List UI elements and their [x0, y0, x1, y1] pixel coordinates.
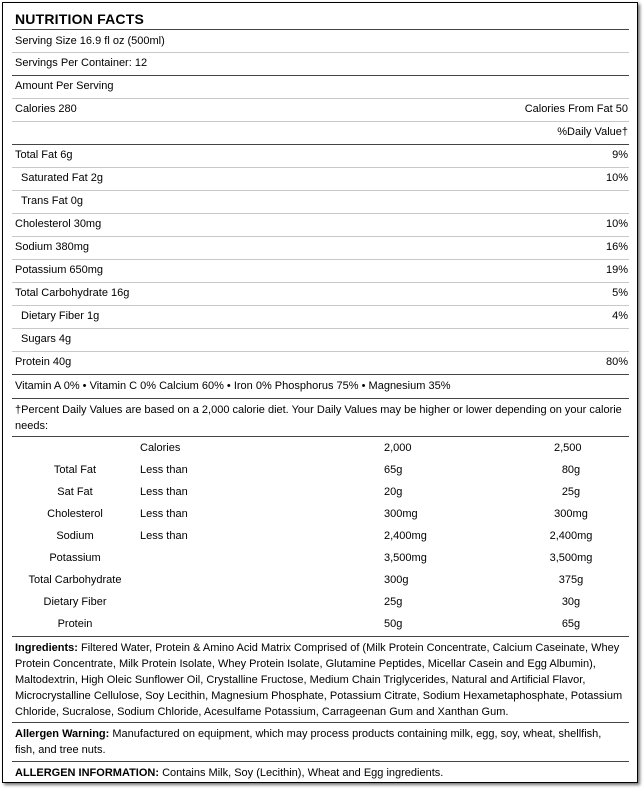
divider — [12, 144, 629, 145]
ingredients — [15, 640, 623, 720]
ingredients-text: Filtered Water, Protein & Amino Acid Matrix Comprised of (Milk Protein Concentrate, Calcium Caseinate, Whey Protein Concentrate, Milk Protein Isolate, Whey Protein Isolate, Glutamine Peptides, Micellar Casein and Egg Albumin), Maltodextrin, High Oleic Sunflower Oil, Crystalline Fructose, Medium Chain Triglycerides, Natural and Artificial Flavor, Microcrystalline Cellulose, Soy Lecithin, Magnesium Phosphate, Potassium Citrate, Sodium Hexametaphosphate, Potassium Chloride, Sucralose, Sodium Chloride, Acesulfame Potassium, Carrageenan Gum and Xanthan Gum. — [15, 642, 623, 718]
servings-per-container: Servings Per Container: 12 — [15, 57, 148, 69]
nutrition-facts-panel — [2, 2, 638, 783]
dv-potassium: 19% — [605, 264, 628, 276]
divider — [12, 398, 629, 399]
divider — [12, 436, 629, 437]
dv-table-row-2500: 65g — [561, 618, 581, 630]
nutrient-potassium: Potassium 650mg — [15, 264, 104, 276]
dv-table-row-2000: 25g — [384, 596, 403, 608]
dv-table-row-2000: 300mg — [384, 508, 418, 520]
allergen-info-text: Contains Milk, Soy (Lecithin), Wheat and Egg ingredients. — [162, 767, 444, 779]
allergen-warning — [15, 726, 623, 758]
nutrient-saturated-fat: Saturated Fat 2g — [21, 172, 103, 184]
nutrient-protein: Protein 40g — [15, 356, 72, 368]
dv-table-row-label: Dietary Fiber — [43, 596, 107, 608]
divider — [12, 98, 629, 99]
divider — [12, 282, 629, 283]
vitamins-line: Vitamin A 0% • Vitamin C 0% Calcium 60% • Iron 0% Phosphorus 75% • Magnesium 35% — [15, 380, 451, 392]
dv-total-carbohydrate: 5% — [612, 287, 628, 299]
dv-table-row-2000: 65g — [384, 464, 403, 476]
dv-table-row-2000: 3,500mg — [384, 552, 427, 564]
serving-size: Serving Size 16.9 fl oz (500ml) — [15, 35, 165, 47]
dv-table-row-label: Protein — [57, 618, 93, 630]
dv-table-row-2500: 25g — [561, 486, 581, 498]
divider — [12, 29, 629, 30]
amount-per-serving: Amount Per Serving — [15, 80, 114, 92]
dv-table-header-2500: 2,500 — [554, 442, 582, 454]
dv-table-row-label: Sodium — [56, 530, 94, 542]
divider — [12, 75, 629, 76]
dv-table-row-label: Total Fat — [53, 464, 97, 476]
calories-from-fat: Calories From Fat 50 — [524, 103, 628, 115]
dv-table-row-2500: 2,400mg — [549, 530, 593, 542]
divider — [12, 761, 629, 762]
nutrient-sodium: Sodium 380mg — [15, 241, 89, 253]
nutrient-sugars: Sugars 4g — [21, 333, 72, 345]
dv-table-row-2000: 50g — [384, 618, 403, 630]
divider — [12, 52, 629, 53]
dv-table-row-2500: 3,500mg — [549, 552, 593, 564]
dv-table-header-2000: 2,000 — [384, 442, 412, 454]
ingredients-label: Ingredients: — [15, 642, 78, 654]
daily-value-header: %Daily Value† — [557, 126, 628, 138]
allergen-warning-label: Allergen Warning: — [15, 728, 110, 740]
divider — [12, 213, 629, 214]
allergen-information — [15, 765, 623, 781]
divider — [12, 351, 629, 352]
dv-sodium: 16% — [605, 241, 628, 253]
dv-table-row-2000: 20g — [384, 486, 403, 498]
dv-protein: 80% — [605, 356, 628, 368]
divider — [12, 328, 629, 329]
divider — [12, 190, 629, 191]
divider — [12, 374, 629, 375]
dv-table-row-2500: 80g — [561, 464, 581, 476]
dv-table-row-qualifier: Less than — [140, 464, 188, 476]
divider — [12, 305, 629, 306]
calories: Calories 280 — [15, 103, 77, 115]
dv-cholesterol: 10% — [605, 218, 628, 230]
nutrient-total-carbohydrate: Total Carbohydrate 16g — [15, 287, 130, 299]
allergen-info-label: ALLERGEN INFORMATION: — [15, 767, 160, 779]
panel-title: NUTRITION FACTS — [15, 11, 144, 27]
dv-table-row-2000: 300g — [384, 574, 409, 586]
dv-table-row-qualifier: Less than — [140, 530, 188, 542]
nutrient-dietary-fiber: Dietary Fiber 1g — [21, 310, 100, 322]
dv-table-row-qualifier: Less than — [140, 486, 188, 498]
dv-table-row-2000: 2,400mg — [384, 530, 427, 542]
dv-table-row-2500: 300mg — [554, 508, 588, 520]
dv-table-row-qualifier: Less than — [140, 508, 188, 520]
dv-dietary-fiber: 4% — [612, 310, 628, 322]
nutrient-cholesterol: Cholesterol 30mg — [15, 218, 102, 230]
dv-table-row-label: Sat Fat — [57, 486, 93, 498]
divider — [12, 636, 629, 637]
dv-table-header-calories: Calories — [140, 442, 181, 454]
dv-total-fat: 9% — [612, 149, 628, 161]
daily-value-footnote: †Percent Daily Values are based on a 2,000 calorie diet. Your Daily Values may be higher or lower depending on your calorie needs: — [15, 404, 622, 432]
nutrient-total-fat: Total Fat 6g — [15, 149, 73, 161]
divider — [12, 722, 629, 723]
dv-table-row-label: Total Carbohydrate — [28, 574, 122, 586]
dv-table-row-label: Potassium — [49, 552, 101, 564]
divider — [12, 121, 629, 122]
divider — [12, 167, 629, 168]
dv-table-row-label: Cholesterol — [47, 508, 103, 520]
allergen-warning-text: Manufactured on equipment, which may process products containing milk, egg, soy, wheat, shellfish, fish, and tree nuts. — [15, 728, 602, 756]
divider — [12, 259, 629, 260]
dv-table-row-2500: 375g — [558, 574, 584, 586]
dv-saturated-fat: 10% — [605, 172, 628, 184]
nutrient-trans-fat: Trans Fat 0g — [21, 195, 83, 207]
dv-table-row-2500: 30g — [561, 596, 581, 608]
divider — [12, 236, 629, 237]
